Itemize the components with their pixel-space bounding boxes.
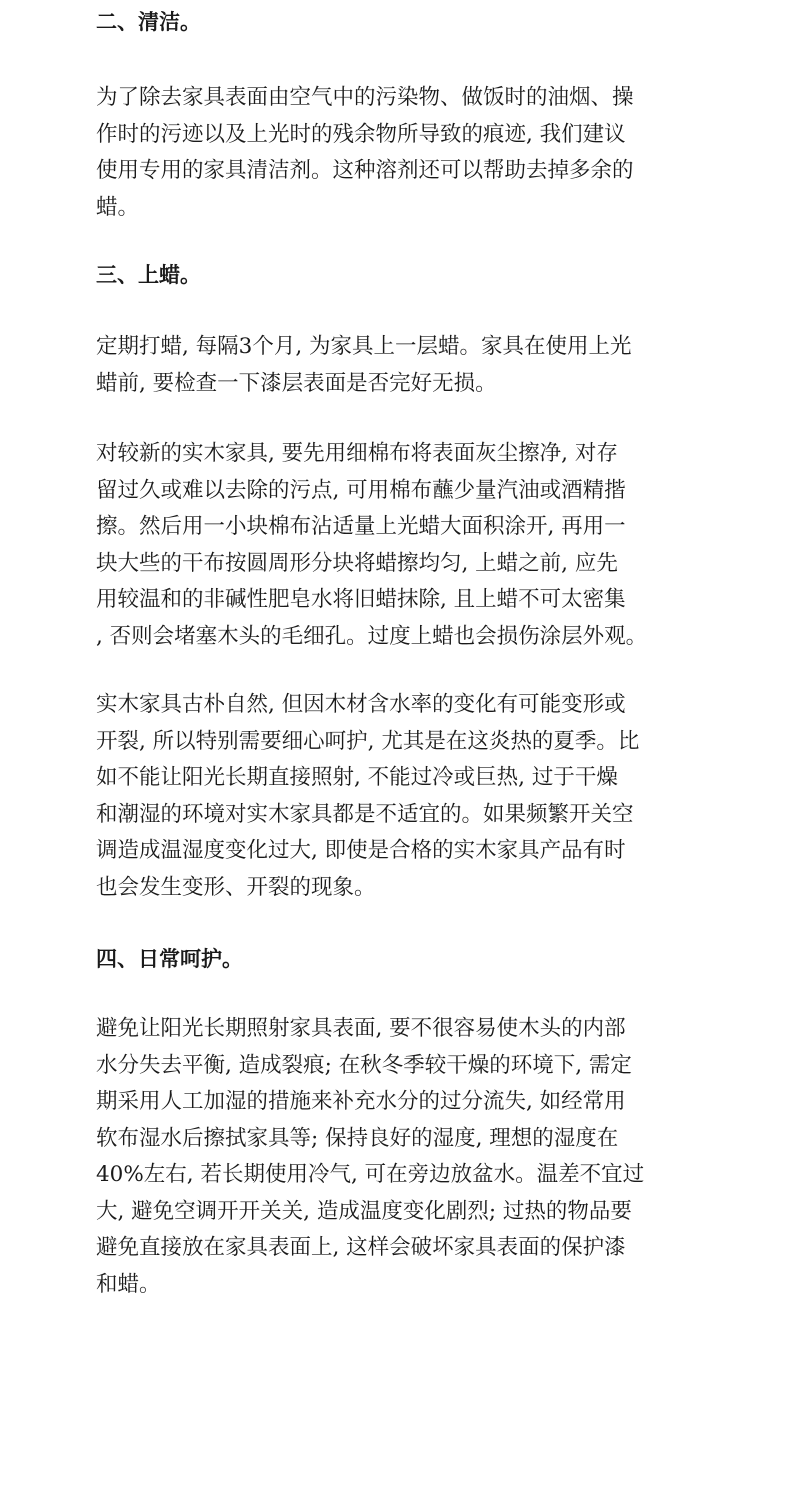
paragraph-daily-care bbox=[96, 1011, 644, 1303]
text-line: 避免直接放在家具表面上, 这样会破坏家具表面的保护漆 bbox=[96, 1235, 626, 1260]
text-line: 避免让阳光长期照射家具表面, 要不很容易使木头的内部 bbox=[96, 1016, 626, 1041]
text-line: 蜡。 bbox=[96, 194, 140, 220]
text-line: 块大些的干布按圆周形分块将蜡擦均匀, 上蜡之前, 应先 bbox=[96, 550, 618, 576]
text-line: 开裂, 所以特别需要细心呵护, 尤其是在这炎热的夏季。比 bbox=[96, 728, 640, 754]
text-line: 对较新的实木家具, 要先用细棉布将表面灰尘擦净, 对存 bbox=[96, 441, 618, 466]
text-line: , 否则会堵塞木头的毛细孔。过度上蜡也会损伤涂层外观。 bbox=[96, 623, 648, 649]
text-line: 软布湿水后擦拭家具等; 保持良好的湿度, 理想的湿度在 bbox=[96, 1125, 619, 1151]
text-line: 定期打蜡, 每隔3个月, 为家具上一层蜡。家具在使用上光 bbox=[96, 334, 632, 359]
text-line: 如不能让阳光长期直接照射, 不能过冷或巨热, 过于干燥 bbox=[96, 765, 618, 790]
text-line: 实木家具古朴自然, 但因木材含水率的变化有可能变形或 bbox=[96, 692, 626, 717]
section-heading-daily-care: 四、日常呵护。 bbox=[96, 946, 243, 971]
text-line: 使用专用的家具清洁剂。这种溶剂还可以帮助去掉多余的 bbox=[96, 158, 634, 183]
text-line: 和蜡。 bbox=[96, 1271, 161, 1297]
paragraph-solid-wood-care bbox=[96, 687, 639, 906]
text-line: 用较温和的非碱性肥皂水将旧蜡抹除, 且上蜡不可太密集 bbox=[96, 587, 626, 612]
section-heading-cleaning: 二、清洁。 bbox=[96, 9, 201, 34]
text-line: 大, 避免空调开开关关, 造成温度变化剧烈; 过热的物品要 bbox=[96, 1198, 632, 1224]
paragraph-waxing-schedule bbox=[96, 329, 632, 402]
text-line: 也会发生变形、开裂的现象。 bbox=[96, 874, 376, 900]
paragraph-cleaning bbox=[96, 80, 634, 226]
text-line: 为了除去家具表面由空气中的污染物、做饭时的油烟、操 bbox=[96, 85, 634, 110]
section-heading-waxing: 三、上蜡。 bbox=[96, 262, 201, 287]
text-line: 调造成温湿度变化过大, 即使是合格的实木家具产品有时 bbox=[96, 838, 626, 863]
text-line: 作时的污迹以及上光时的残余物所导致的痕迹, 我们建议 bbox=[96, 121, 626, 147]
text-line: 擦。然后用一小块棉布沾适量上光蜡大面积涂开, 再用一 bbox=[96, 514, 626, 539]
paragraph-waxing-method bbox=[96, 436, 647, 655]
text-line: 期采用人工加湿的措施来补充水分的过分流失, 如经常用 bbox=[96, 1089, 626, 1114]
text-line: 留过久或难以去除的污点, 可用棉布蘸少量汽油或酒精揩 bbox=[96, 477, 626, 503]
text-line: 水分失去平衡, 造成裂痕; 在秋冬季较干燥的环境下, 需定 bbox=[96, 1052, 632, 1078]
text-line: 蜡前, 要检查一下漆层表面是否完好无损。 bbox=[96, 370, 497, 396]
text-line: 40%左右, 若长期使用冷气, 可在旁边放盆水。温差不宜过 bbox=[96, 1162, 645, 1187]
text-line: 和潮湿的环境对实木家具都是不适宜的。如果频繁开关空 bbox=[96, 801, 634, 827]
